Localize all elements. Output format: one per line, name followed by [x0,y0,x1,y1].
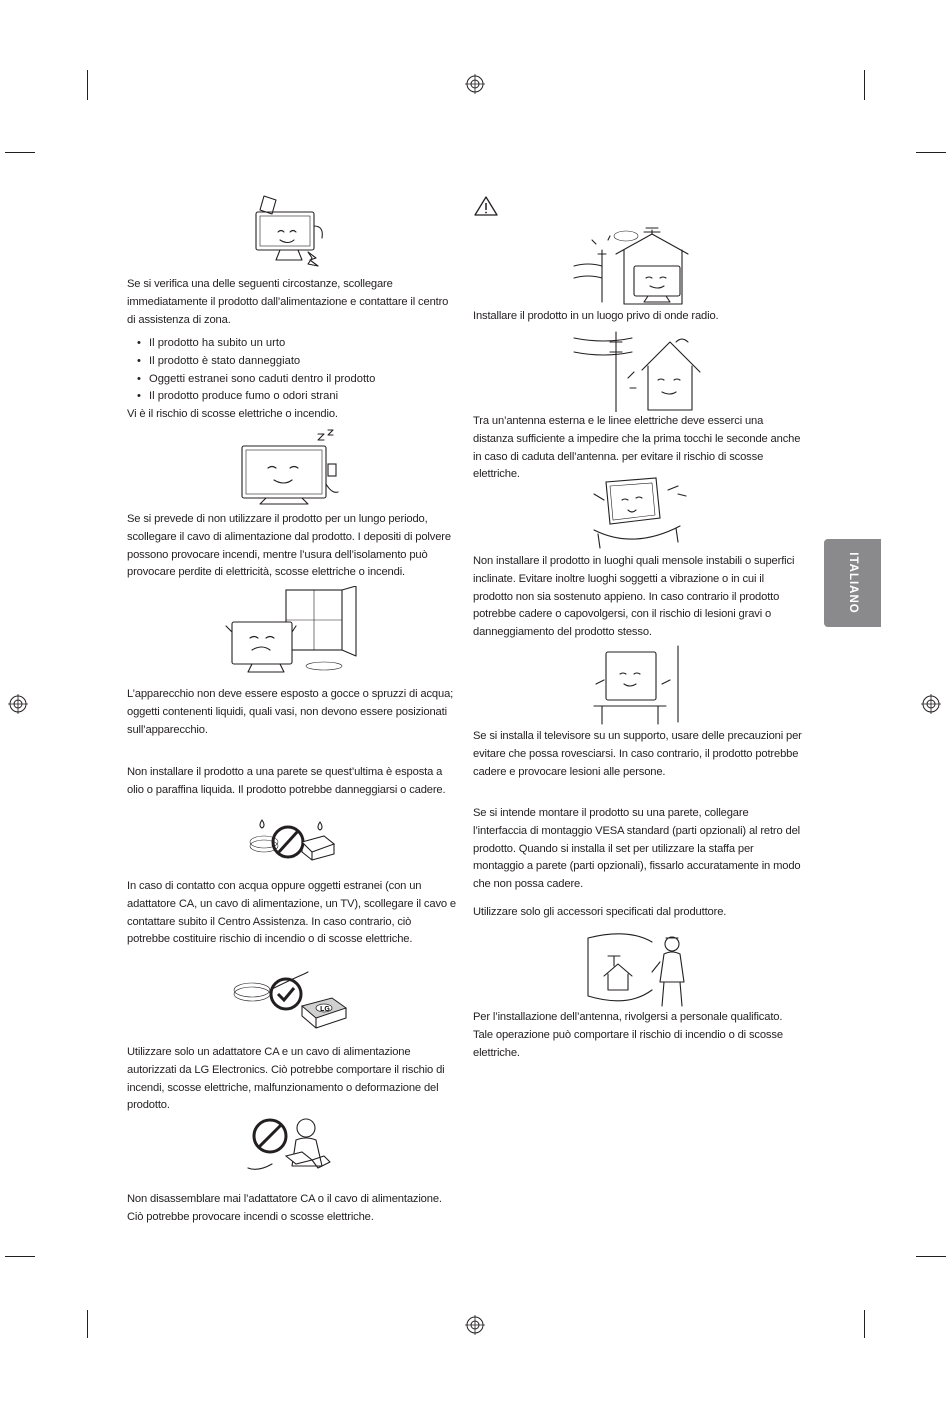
registration-mark-icon [465,1315,485,1335]
house-radio-waves-illustration [572,226,700,308]
crop-mark [864,70,865,100]
circostanze-outro: Vi è il rischio di scosse elettriche o incendio. [127,408,338,420]
disassemble-prohibited-illustration [246,1112,336,1182]
contatto-text: In caso di contatto con acqua oppure oggetti estranei (con un adattatore CA, un cavo di alimentazione, un TV), scollegare il cavo e contattare subito il Centro Assistenza. In caso contrario, ciò potrebbe costituire rischio di incendio o di scosse elettriche. [127,880,456,946]
adattatore-text: Utilizzare solo un adattatore CA e un cavo di alimentazione autorizzati da LG Electronics. Ciò potrebbe comportare il rischio di incendi, scosse elettriche, malfunzionamento o deformazione del prodotto. [127,1046,445,1112]
registration-mark-icon [921,694,941,714]
technician-antenna-illustration [584,928,690,1010]
supporto-text: Se si installa il televisore su un supporto, usare delle precauzioni per evitare che possa rovesciarsi. In caso contrario, il prodotto potrebbe cadere e provocare lesioni alle persone. [473,730,802,778]
tv-impact-illustration [248,192,330,272]
crop-mark [916,152,946,153]
inutilizzo-text: Se si prevede di non utilizzare il prodotto per un lungo periodo, scollegare il cavo di alimentazione dal prodotto. I depositi di polvere possono provocare incendi, mentre l’usura dell’isolamento può provocare perdite di elettricità, scosse elettriche o incendi. [127,513,451,579]
vesa-text: Se si intende montare il prodotto su una parete, collegare l’interfaccia di montaggio VESA standard (parti opzionali) al retro del prodotto. Quando si installa il set per utilizzare la staffa per montaggio a parete (parti opzionali), fissarlo accuratamente in modo che non possa cadere. [473,807,801,891]
antenna-power-line-illustration [572,330,702,412]
list-item: • Il prodotto ha subito un urto [127,335,457,353]
tv-unplugged-illustration [236,428,346,508]
accessori-text: Utilizzare solo gli accessori specificati dal produttore. [473,906,727,918]
adapter-logo-text: LG [320,1006,330,1013]
lg-adapter-approved-illustration [230,964,350,1036]
crop-mark [916,1256,946,1257]
list-item: • Il prodotto è stato danneggiato [127,353,457,371]
circostanze-intro: Se si verifica una delle seguenti circostanze, scollegare immediatamente il prodotto dall’alimentazione e contattare il centro di assistenza di zona. [127,278,449,326]
language-tab [824,539,881,627]
acqua-text: L’apparecchio non deve essere esposto a gocce o spruzzi di acqua; oggetti contenenti liquidi, quali vasi, non devono essere posizionati sull’apparecchio. [127,688,454,736]
crop-mark [864,1310,865,1338]
crop-mark [87,1310,88,1338]
tv-stand-tipping-illustration [592,644,682,726]
antenna-distanza-text: Tra un’antenna esterna e le linee elettriche deve esserci una distanza sufficiente a impedire che la prima tocchi le seconde anche in caso di caduta dell’antenna. per evitare il rischio di scosse elettriche. [473,415,801,481]
warning-triangle-icon [473,195,499,217]
installazione-antenna-text: Per l’installazione dell’antenna, rivolgersi a personale qualificato. Tale operazione può comportare il rischio di incendio o di scosse elettriche. [473,1011,783,1059]
list-item: • Il prodotto produce fumo o odori strani [127,388,457,406]
radio-text: Installare il prodotto in un luogo privo di onde radio. [473,310,719,322]
crop-mark [5,152,35,153]
registration-mark-icon [465,74,485,94]
tv-window-water-illustration [222,586,358,678]
crop-mark [5,1256,35,1257]
list-item: • Oggetti estranei sono caduti dentro il prodotto [127,371,457,389]
disassemblare-text: Non disassemblare mai l’adattatore CA o il cavo di alimentazione. Ciò potrebbe provocare incendi o scosse elettriche. [127,1193,442,1223]
crop-mark [87,70,88,100]
olio-text: Non installare il prodotto a una parete se quest’ultima è esposta a olio o paraffina liquida. Il prodotto potrebbe danneggiarsi o cadere. [127,766,446,796]
adapter-water-prohibited-illustration [244,806,336,870]
registration-mark-icon [8,694,28,714]
circostanze-list [127,335,457,406]
language-tab-label: ITALIANO [846,552,859,614]
instabile-text: Non installare il prodotto in luoghi quali mensole instabili o superfici inclinate. Evitare inoltre luoghi soggetti a vibrazione o in cui il prodotto non sia sostenuto appieno. In caso contrario il prodotto potrebbe cadere o capovolgersi, con il rischio di lesioni gravi o danneggiamento del prodotto stesso. [473,555,795,639]
tv-unstable-shelf-illustration [588,470,692,552]
